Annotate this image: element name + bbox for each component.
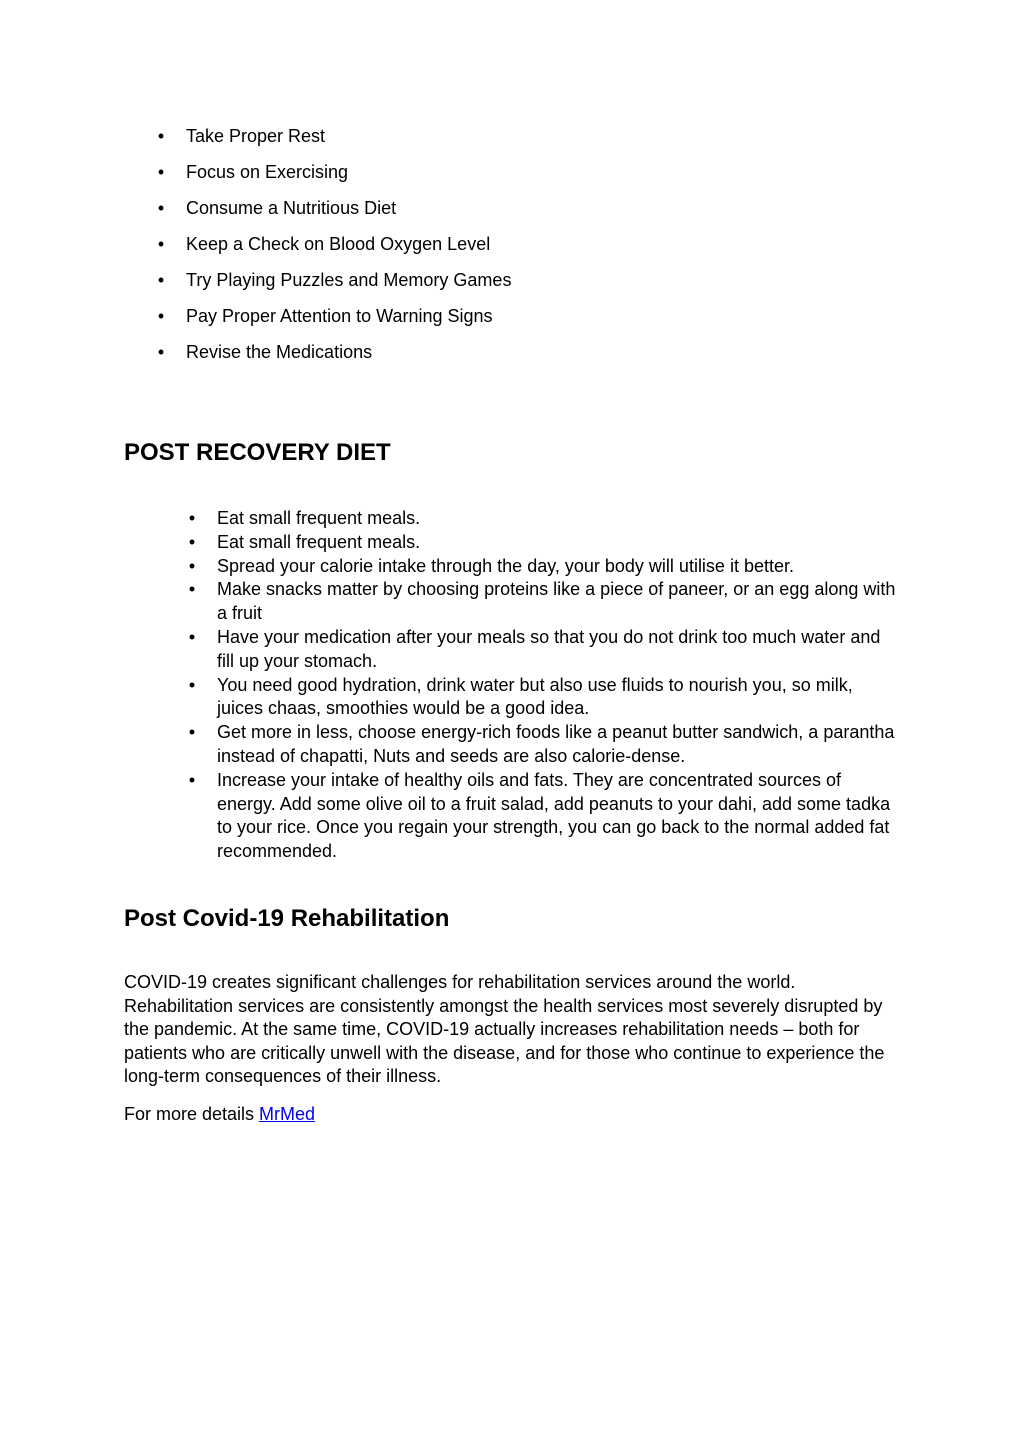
diet-text: Eat small frequent meals. <box>217 531 421 552</box>
more-details-prefix: For more details <box>124 1104 260 1124</box>
bullet-icon: • <box>157 342 165 362</box>
list-item <box>155 230 855 266</box>
list-item <box>186 578 902 626</box>
diet-text: Get more in less, choose energy-rich foods like a peanut butter sandwich, a parantha instead of chapatti, Nuts and seeds are also calorie-dense. <box>217 722 895 766</box>
bullet-icon: • <box>157 126 165 146</box>
list-item <box>155 194 855 230</box>
tip-text: Pay Proper Attention to Warning Signs <box>186 306 493 326</box>
bullet-icon: • <box>157 198 165 218</box>
list-item <box>155 338 855 374</box>
rehabilitation-paragraph: COVID-19 creates significant challenges for rehabilitation services around the world. Rehabilitation services are consistently amongst the health services most severely disrupted by the pandemic. At the same time, COVID-19 actually increases rehabilitation needs – both for patients who are critically unwell with the disease, and for those who continue to experience the long-term consequences of their illness. <box>124 972 885 1087</box>
list-item <box>155 302 855 338</box>
list-item <box>155 158 855 194</box>
tip-text: Revise the Medications <box>186 342 373 362</box>
bullet-icon: • <box>188 555 196 576</box>
list-item <box>186 674 902 722</box>
bullet-icon: • <box>157 306 165 326</box>
post-recovery-diet-heading: POST RECOVERY DIET <box>124 439 391 466</box>
list-item <box>186 531 902 555</box>
bullet-icon: • <box>157 270 165 290</box>
list-item <box>186 626 902 674</box>
diet-text: Make snacks matter by choosing proteins like a piece of paneer, or an egg along with a fruit <box>217 579 896 624</box>
diet-text: Increase your intake of healthy oils and fats. They are concentrated sources of energy. Add some olive oil to a fruit salad, add peanuts to your dahi, add some tadka to your rice. Once you regain your strength, you can go back to the normal added fat recommended. <box>217 769 891 862</box>
mrmed-link[interactable]: MrMed <box>259 1104 316 1124</box>
list-item <box>155 122 855 158</box>
bullet-icon: • <box>188 508 196 528</box>
tip-text: Consume a Nutritious Diet <box>186 198 397 218</box>
list-item <box>186 507 902 531</box>
tip-text: Keep a Check on Blood Oxygen Level <box>186 234 491 254</box>
bullet-icon: • <box>157 234 165 254</box>
diet-text: Spread your calorie intake through the day, your body will utilise it better. <box>217 555 794 576</box>
diet-text: Eat small frequent meals. <box>217 508 421 528</box>
bullet-icon: • <box>188 674 196 695</box>
tip-text: Take Proper Rest <box>186 126 326 146</box>
bullet-icon: • <box>188 769 196 790</box>
diet-list <box>186 507 902 864</box>
diet-text: Have your medication after your meals so that you do not drink too much water and fill up your stomach. <box>217 626 881 671</box>
more-details-line <box>124 1102 315 1126</box>
rehabilitation-heading: Post Covid-19 Rehabilitation <box>124 905 450 932</box>
tip-text: Focus on Exercising <box>186 162 349 182</box>
bullet-icon: • <box>188 722 196 743</box>
list-item <box>186 769 902 864</box>
bullet-icon: • <box>157 162 165 182</box>
tip-text: Try Playing Puzzles and Memory Games <box>186 270 512 290</box>
list-item <box>186 721 902 769</box>
recovery-tips-list <box>155 122 855 374</box>
list-item <box>186 555 902 579</box>
bullet-icon: • <box>188 626 196 647</box>
diet-text: You need good hydration, drink water but also use fluids to nourish you, so milk, juices chaas, smoothies would be a good idea. <box>217 674 853 719</box>
list-item <box>155 266 855 302</box>
bullet-icon: • <box>188 579 196 600</box>
bullet-icon: • <box>188 531 196 552</box>
